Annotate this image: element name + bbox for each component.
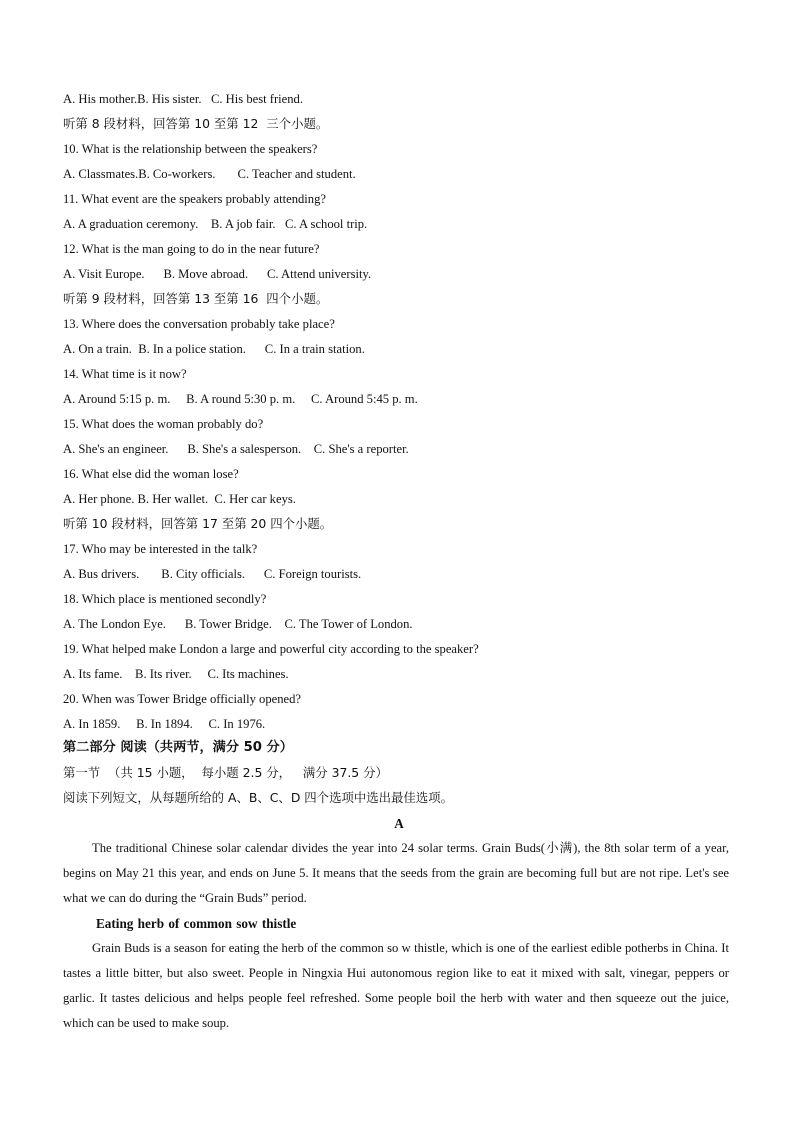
section-instruction: 听第 8 段材料，回答第 10 至第 12 三个小题。 — [63, 116, 329, 131]
answer-options: A. Its fame. B. Its river. C. Its machines. — [63, 667, 289, 681]
answer-options: A. In 1859. B. In 1894. C. In 1976. — [63, 717, 266, 731]
question-stem: 11. What event are the speakers probably attending? — [63, 192, 326, 206]
answer-options: A. Visit Europe. B. Move abroad. C. Attend university. — [63, 267, 372, 281]
question-stem: 18. Which place is mentioned secondly? — [63, 592, 267, 606]
question-stem: 12. What is the man going to do in the near future? — [63, 242, 320, 256]
question-stem: 19. What helped make London a large and powerful city according to the speaker? — [63, 642, 479, 656]
question-stem: 15. What does the woman probably do? — [63, 417, 264, 431]
reading-instruction: 阅读下列短文，从每题所给的 A、B、C、D 四个选项中选出最佳选项。 — [63, 790, 453, 805]
answer-options: A. Bus drivers. B. City officials. C. Foreign tourists. — [63, 567, 362, 581]
question-stem: 10. What is the relationship between the speakers? — [63, 142, 318, 156]
section-instruction: 听第 10 段材料，回答第 17 至第 20 四个小题。 — [63, 516, 333, 531]
passage-body: Grain Buds is a season for eating the herb of the common so w thistle, which is one of the earliest edible potherbs in China. It tastes a little bitter, but also sweet. People in Ningxia Hui autonomous region like to eat it mixed with salt, vinegar, peppers or garlic. It tastes delicious and helps people feel refreshed. Some people boil the herb with water and then squeeze out the juice, which can be used to make soup. — [63, 941, 729, 1030]
passage-intro: The traditional Chinese solar calendar divides the year into 24 solar terms. Grain Buds(小满), the 8th solar term of a year, begins on May 21 this year, and ends on June 5. It means that the seeds from the grain are becoming full but are not ripe. Let's see what we can do during the “Grain Buds” period. — [63, 841, 729, 905]
answer-options: A. A graduation ceremony. B. A job fair. C. A school trip. — [63, 217, 368, 231]
section-one-header: 第一节 （共 15 小题， 每小题 2.5 分， 满分 37.5 分） — [63, 765, 388, 780]
answer-options: A. His mother.B. His sister. C. His best friend. — [63, 92, 303, 106]
answer-options: A. The London Eye. B. Tower Bridge. C. The Tower of London. — [63, 617, 413, 631]
question-stem: 16. What else did the woman lose? — [63, 467, 239, 481]
answer-options: A. Around 5:15 p. m. B. A round 5:30 p. m. C. Around 5:45 p. m. — [63, 392, 418, 406]
question-stem: 20. When was Tower Bridge officially opened? — [63, 692, 301, 706]
answer-options: A. On a train. B. In a police station. C. In a train station. — [63, 342, 365, 356]
question-stem: 17. Who may be interested in the talk? — [63, 542, 258, 556]
answer-options: A. Classmates.B. Co-workers. C. Teacher and student. — [63, 167, 356, 181]
question-stem: 13. Where does the conversation probably take place? — [63, 317, 335, 331]
passage-label: A — [394, 816, 404, 831]
part-two-title: 第二部分 阅读（共两节，满分 50 分） — [63, 740, 293, 755]
answer-options: A. She's an engineer. B. She's a salesperson. C. She's a reporter. — [63, 442, 409, 456]
section-instruction: 听第 9 段材料，回答第 13 至第 16 四个小题。 — [63, 291, 329, 306]
answer-options: A. Her phone. B. Her wallet. C. Her car keys. — [63, 492, 296, 506]
passage-subheading: Eating herb of common sow thistle — [96, 916, 297, 931]
question-stem: 14. What time is it now? — [63, 367, 187, 381]
